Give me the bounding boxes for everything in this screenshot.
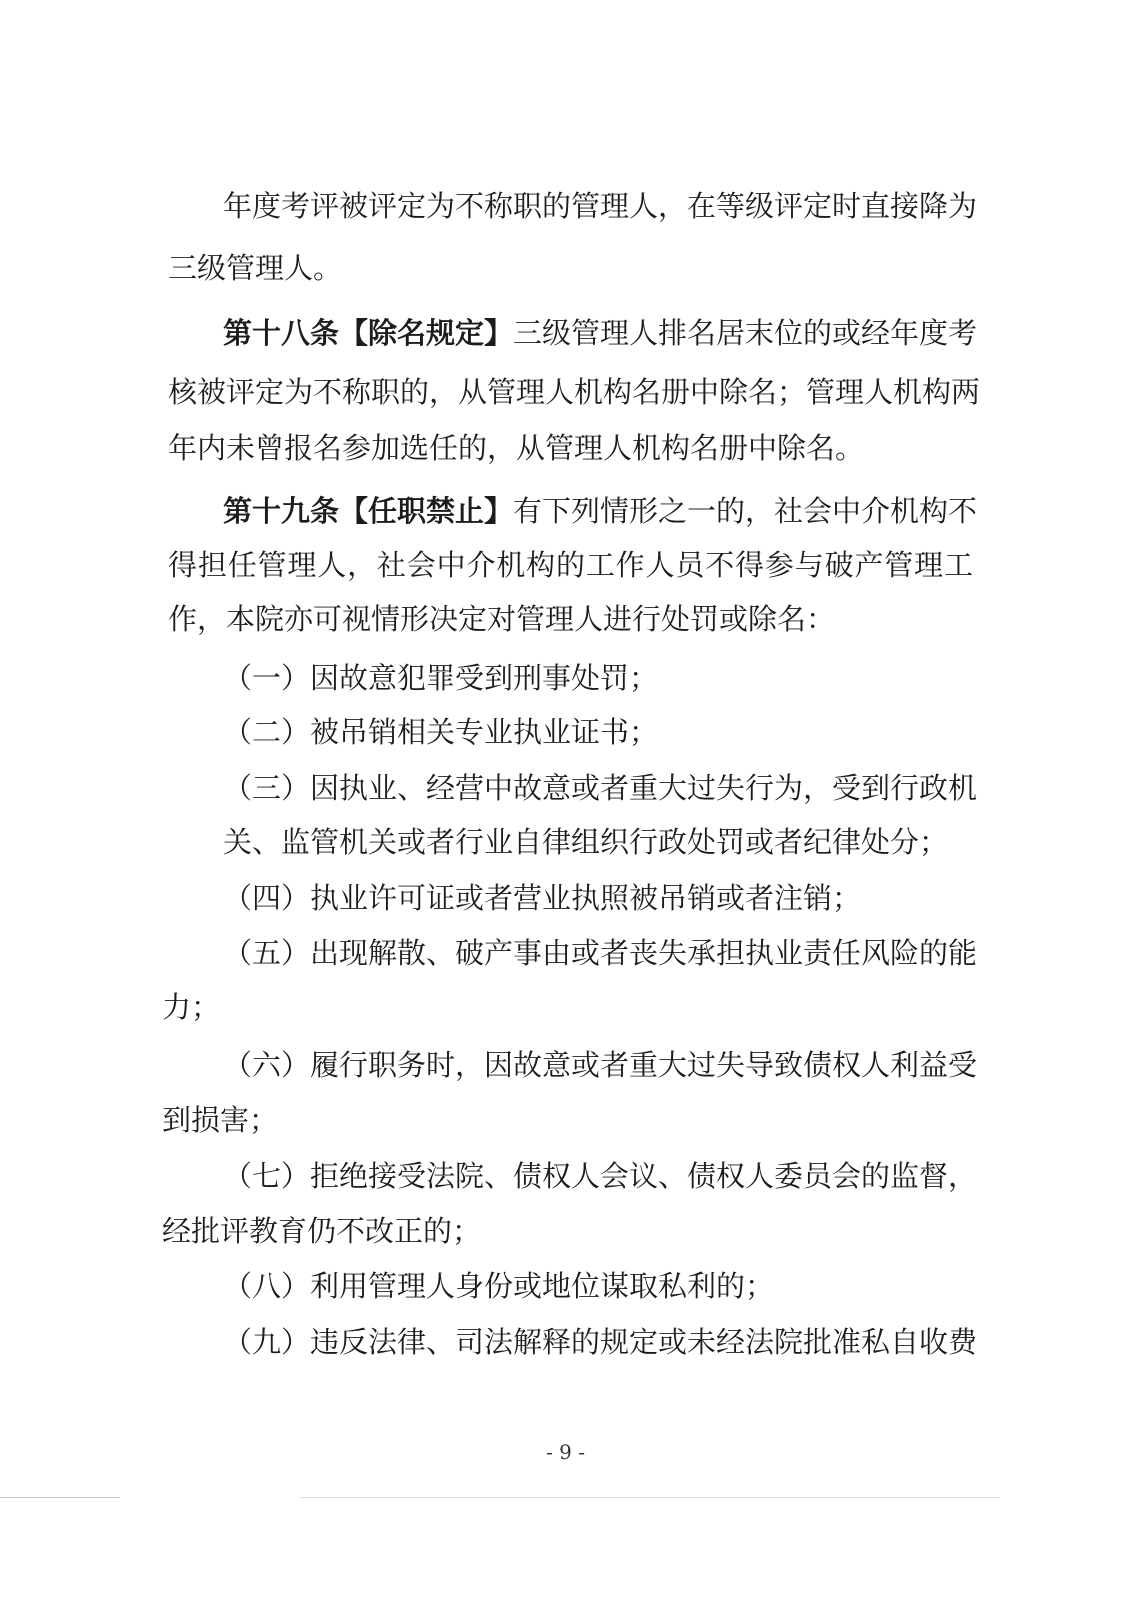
- list-item: （八）利用管理人身份或地位谋取私利的；: [223, 1269, 775, 1303]
- text-line: 到损害；: [162, 1103, 279, 1137]
- article-18-heading: 第十八条【除名规定】: [223, 316, 514, 350]
- text-line: 力；: [162, 990, 221, 1024]
- text-line: 作，本院亦可视情形决定对管理人进行处罚或除名：: [168, 602, 836, 636]
- list-item: （一）因故意犯罪受到刑事处罚；: [223, 661, 659, 695]
- text-line: 三级管理人。: [168, 251, 343, 285]
- scan-edge-line: [300, 1497, 1000, 1498]
- text-line: 关、监管机关或者行业自律组织行政处罚或者纪律处分；: [223, 825, 949, 859]
- text-line: 年内未曾报名参加选任的，从管理人机构名册中除名。: [168, 431, 865, 465]
- article-19-text: 有下列情形之一的，社会中介机构不: [513, 494, 978, 528]
- article-18-first-line: [223, 313, 978, 353]
- scan-edge-line: [0, 1497, 120, 1498]
- list-item: （五）出现解散、破产事由或者丧失承担执业责任风险的能: [223, 936, 978, 970]
- article-19-first-line: [223, 491, 978, 531]
- list-item: （七）拒绝接受法院、债权人会议、债权人委员会的监督，: [223, 1159, 978, 1193]
- list-item: （三）因执业、经营中故意或者重大过失行为，受到行政机: [223, 771, 978, 805]
- text-line: 得担任管理人，社会中介机构的工作人员不得参与破产管理工: [168, 548, 973, 582]
- article-19-heading: 第十九条【任职禁止】: [223, 494, 514, 528]
- list-item: （二）被吊销相关专业执业证书；: [223, 715, 659, 749]
- text-line: 核被评定为不称职的，从管理人机构名册中除名；管理人机构两: [168, 375, 981, 409]
- text-line: 年度考评被评定为不称职的管理人，在等级评定时直接降为: [223, 189, 978, 223]
- page-number: - 9 -: [546, 1440, 585, 1464]
- list-item: （六）履行职务时，因故意或者重大过失导致债权人利益受: [223, 1048, 978, 1082]
- text-line: 经批评教育仍不改正的；: [162, 1214, 482, 1248]
- list-item: （九）违反法律、司法解释的规定或未经法院批准私自收费: [223, 1325, 978, 1359]
- article-18-text: 三级管理人排名居末位的或经年度考: [513, 316, 978, 350]
- list-item: （四）执业许可证或者营业执照被吊销或者注销；: [223, 881, 862, 915]
